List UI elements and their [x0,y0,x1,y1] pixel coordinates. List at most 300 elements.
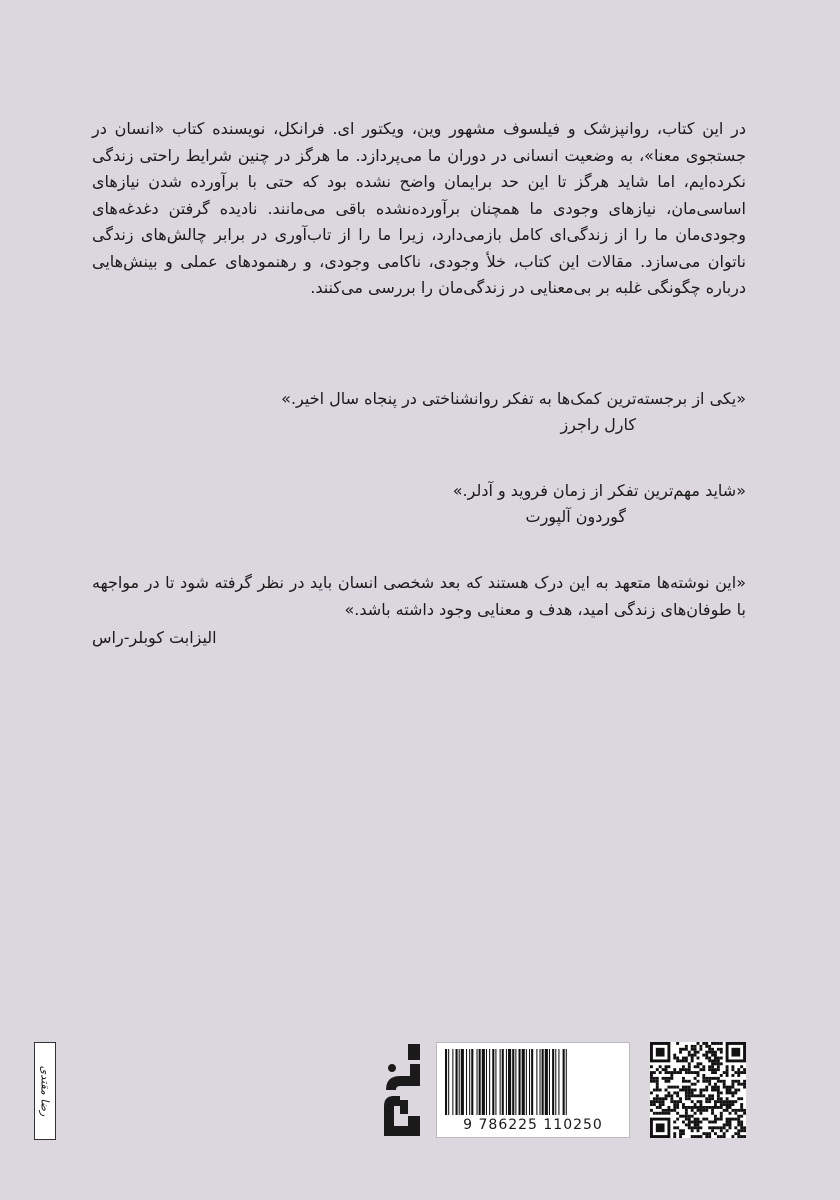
qr-module [676,1042,679,1045]
qr-module [734,1118,737,1121]
qr-module [720,1115,723,1118]
qr-module [737,1068,740,1071]
qr-module [708,1083,711,1086]
qr-module [673,1103,676,1106]
qr-module [656,1094,659,1097]
qr-module [653,1077,656,1080]
barcode-bar [461,1049,464,1115]
qr-module [708,1065,711,1068]
qr-module [708,1126,711,1129]
qr-module [705,1054,708,1057]
qr-module [737,1132,740,1135]
qr-module [711,1106,714,1109]
qr-module [720,1118,723,1121]
qr-module [662,1103,665,1106]
qr-module [714,1068,717,1071]
qr-module [731,1091,734,1094]
qr-module [717,1118,720,1121]
qr-module [705,1045,708,1048]
qr-module [685,1097,688,1100]
qr-module [705,1100,708,1103]
designer-credit [34,1042,56,1140]
qr-finder-square [656,1048,665,1057]
qr-module [720,1126,723,1129]
qr-module [734,1100,737,1103]
qr-module [679,1089,682,1092]
qr-module [665,1094,668,1097]
qr-module [676,1091,679,1094]
qr-module [743,1126,746,1129]
qr-module [717,1097,720,1100]
barcode-icon [436,1042,630,1138]
qr-module [688,1071,691,1074]
barcode-bar [486,1049,487,1115]
qr-module [679,1100,682,1103]
quote-text: «یکی از برجسته‌ترین کمک‌ها به تفکر روانشناختی در پنجاه سال اخیر.» [281,389,746,408]
barcode-bar [555,1049,556,1115]
qr-module [717,1086,720,1089]
qr-module [679,1129,682,1132]
qr-module [656,1083,659,1086]
qr-module [697,1071,700,1074]
qr-module [717,1048,720,1051]
qr-module [694,1094,697,1097]
qr-module [650,1074,653,1077]
barcode-bar [477,1049,478,1115]
qr-module [688,1051,691,1054]
qr-module [714,1126,717,1129]
qr-module [665,1112,668,1115]
qr-module [729,1121,732,1124]
qr-module [679,1097,682,1100]
qr-module [702,1074,705,1077]
qr-module [667,1077,670,1080]
qr-module [720,1100,723,1103]
qr-module [659,1100,662,1103]
qr-module [676,1100,679,1103]
qr-module [743,1112,746,1115]
qr-module [685,1080,688,1083]
qr-module [705,1109,708,1112]
qr-module [714,1100,717,1103]
qr-module [711,1054,714,1057]
qr-module [670,1077,673,1080]
qr-module [694,1103,697,1106]
qr-module [714,1103,717,1106]
qr-module [717,1106,720,1109]
qr-module [694,1054,697,1057]
qr-module [702,1106,705,1109]
qr-module [697,1118,700,1121]
qr-module [740,1123,743,1126]
qr-module [708,1057,711,1060]
barcode-bar [519,1049,521,1115]
qr-module [734,1080,737,1083]
qr-module [697,1094,700,1097]
qr-module [682,1129,685,1132]
barcode-bar [542,1049,544,1115]
qr-module [708,1121,711,1124]
barcode-bar [522,1049,525,1115]
qr-module [711,1086,714,1089]
qr-module [665,1109,668,1112]
qr-module [740,1115,743,1118]
qr-module [688,1089,691,1092]
qr-module [673,1100,676,1103]
qr-module [714,1054,717,1057]
qr-module [667,1112,670,1115]
qr-module [685,1094,688,1097]
barcode-bar [459,1049,460,1115]
qr-module [717,1100,720,1103]
qr-module [702,1042,705,1045]
qr-module [697,1126,700,1129]
qr-module [729,1112,732,1115]
qr-module [656,1080,659,1083]
isbn-number: 9 786225 110250 [463,1117,603,1133]
barcode-bar [495,1049,496,1115]
qr-module [731,1094,734,1097]
qr-module [694,1112,697,1115]
qr-module [673,1132,676,1135]
qr-module [688,1065,691,1068]
qr-module [673,1109,676,1112]
qr-module [714,1121,717,1124]
qr-module [679,1071,682,1074]
qr-module [688,1121,691,1124]
qr-module [729,1126,732,1129]
qr-module [650,1065,653,1068]
qr-module [699,1126,702,1129]
qr-module [737,1135,740,1138]
qr-module [673,1106,676,1109]
qr-module [705,1106,708,1109]
qr-module [670,1086,673,1089]
qr-module [705,1132,708,1135]
qr-module [685,1112,688,1115]
qr-module [665,1068,668,1071]
qr-module [705,1080,708,1083]
qr-module [659,1089,662,1092]
qr-module [708,1106,711,1109]
barcode-bar [506,1049,507,1115]
qr-module [711,1071,714,1074]
qr-module [653,1080,656,1083]
barcode-bar [482,1049,485,1115]
qr-module [731,1083,734,1086]
qr-module [694,1126,697,1129]
qr-module [691,1115,694,1118]
barcode-bar [536,1049,537,1115]
qr-module [676,1094,679,1097]
qr-module [685,1068,688,1071]
qr-module [699,1089,702,1092]
qr-module [743,1080,746,1083]
qr-module [740,1129,743,1132]
barcode-bar [552,1049,554,1115]
qr-module [708,1132,711,1135]
qr-module [702,1080,705,1083]
qr-module [699,1103,702,1106]
qr-module [720,1135,723,1138]
qr-module [676,1071,679,1074]
qr-module [670,1109,673,1112]
qr-module [650,1091,653,1094]
qr-module [720,1062,723,1065]
qr-module [665,1097,668,1100]
qr-module [697,1123,700,1126]
qr-module [656,1077,659,1080]
qr-module [711,1094,714,1097]
qr-module [734,1089,737,1092]
qr-module [656,1097,659,1100]
qr-module [662,1112,665,1115]
qr-module [717,1042,720,1045]
qr-module [731,1068,734,1071]
qr-module [688,1080,691,1083]
qr-module [708,1080,711,1083]
qr-module [697,1051,700,1054]
qr-module [717,1091,720,1094]
qr-module [650,1071,653,1074]
qr-module [714,1118,717,1121]
qr-module [717,1089,720,1092]
qr-module [673,1071,676,1074]
qr-module [659,1065,662,1068]
qr-module [697,1109,700,1112]
qr-module [711,1126,714,1129]
qr-module [685,1109,688,1112]
qr-module [699,1091,702,1094]
qr-module [699,1106,702,1109]
qr-module [729,1118,732,1121]
qr-module [723,1100,726,1103]
qr-module [708,1077,711,1080]
qr-module [717,1126,720,1129]
qr-module [714,1083,717,1086]
qr-module [737,1089,740,1092]
qr-module [697,1057,700,1060]
qr-module [673,1057,676,1060]
qr-module [679,1059,682,1062]
qr-module [711,1042,714,1045]
qr-module [720,1048,723,1051]
qr-module [694,1071,697,1074]
qr-module [708,1048,711,1051]
qr-module [670,1094,673,1097]
qr-module [694,1135,697,1138]
qr-module [667,1094,670,1097]
qr-module [697,1135,700,1138]
qr-module [679,1132,682,1135]
qr-module [694,1106,697,1109]
qr-finder-square [656,1123,665,1132]
qr-module [714,1059,717,1062]
qr-module [714,1071,717,1074]
qr-module [676,1118,679,1121]
qr-module [702,1089,705,1092]
barcode-bar [512,1049,514,1115]
qr-module [685,1086,688,1089]
qr-module [740,1126,743,1129]
qr-module [731,1103,734,1106]
qr-module [656,1086,659,1089]
qr-module [688,1115,691,1118]
qr-module [711,1062,714,1065]
qr-module [691,1109,694,1112]
qr-module [740,1109,743,1112]
qr-module [694,1089,697,1092]
qr-module [694,1065,697,1068]
qr-module [711,1097,714,1100]
qr-module [665,1071,668,1074]
qr-finder-square [731,1048,740,1057]
qr-module [711,1077,714,1080]
qr-module [717,1065,720,1068]
qr-module [714,1057,717,1060]
qr-module [708,1097,711,1100]
qr-module [676,1126,679,1129]
qr-module [662,1109,665,1112]
qr-module [731,1065,734,1068]
qr-module [708,1051,711,1054]
qr-module [688,1118,691,1121]
qr-module [743,1068,746,1071]
qr-module [717,1062,720,1065]
qr-module [676,1059,679,1062]
qr-module [702,1109,705,1112]
qr-module [673,1091,676,1094]
qr-module [705,1042,708,1045]
qr-module [708,1045,711,1048]
qr-module [694,1118,697,1121]
barcode-bar [492,1049,494,1115]
qr-module [702,1054,705,1057]
qr-module [676,1057,679,1060]
qr-module [714,1077,717,1080]
qr-module [676,1086,679,1089]
qr-module [717,1135,720,1138]
qr-module [726,1118,729,1121]
qr-module [662,1077,665,1080]
barcode-bar [526,1049,527,1115]
qr-module [650,1103,653,1106]
barcode-bar [469,1049,470,1115]
qr-module [656,1068,659,1071]
qr-module [729,1106,732,1109]
qr-module [737,1097,740,1100]
qr-module [682,1106,685,1109]
qr-module [682,1065,685,1068]
qr-module [688,1106,691,1109]
qr-module [737,1123,740,1126]
qr-module [717,1094,720,1097]
qr-module [676,1112,679,1115]
qr-module [685,1118,688,1121]
qr-module [659,1112,662,1115]
qr-module [705,1057,708,1060]
qr-module [688,1123,691,1126]
qr-module [711,1112,714,1115]
qr-module [705,1086,708,1089]
qr-module [708,1068,711,1071]
qr-module [729,1103,732,1106]
qr-module [688,1054,691,1057]
barcode-bar [563,1049,565,1115]
qr-module [667,1091,670,1094]
qr-module [694,1045,697,1048]
qr-module [711,1121,714,1124]
qr-module [673,1068,676,1071]
barcode-bar [452,1049,453,1115]
barcode-bar [545,1049,548,1115]
qr-module [653,1112,656,1115]
barcode-bar [549,1049,550,1115]
qr-module [729,1123,732,1126]
barcode-bar [489,1049,490,1115]
qr-module [673,1054,676,1057]
qr-module [717,1059,720,1062]
qr-module [723,1135,726,1138]
qr-module [717,1077,720,1080]
qr-module [714,1042,717,1045]
qr-module [734,1091,737,1094]
qr-module [731,1086,734,1089]
qr-module [679,1068,682,1071]
qr-module [740,1065,743,1068]
qr-module [691,1091,694,1094]
qr-module [682,1103,685,1106]
qr-module [726,1065,729,1068]
qr-module [720,1106,723,1109]
qr-module [729,1086,732,1089]
barcode-bar [479,1049,481,1115]
qr-module [682,1132,685,1135]
qr-module [726,1106,729,1109]
qr-module [688,1094,691,1097]
qr-module [702,1118,705,1121]
qr-module [656,1106,659,1109]
qr-module [691,1129,694,1132]
barcode-bar [500,1049,501,1115]
qr-module [662,1100,665,1103]
qr-module [711,1109,714,1112]
qr-module [714,1089,717,1092]
qr-module [740,1071,743,1074]
qr-module [731,1080,734,1083]
qr-module [726,1086,729,1089]
qr-module [691,1126,694,1129]
qr-module [697,1074,700,1077]
qr-module [694,1077,697,1080]
qr-module [731,1135,734,1138]
qr-module [729,1091,732,1094]
qr-module [691,1106,694,1109]
qr-module [711,1129,714,1132]
barcode-bars [445,1049,623,1115]
qr-module [726,1068,729,1071]
qr-module [659,1103,662,1106]
qr-module [726,1074,729,1077]
qr-module [697,1042,700,1045]
qr-module [726,1071,729,1074]
qr-module [699,1109,702,1112]
quote-text: «شاید مهم‌ترین تفکر از زمان فروید و آدلر.» [452,481,746,500]
qr-module [662,1068,665,1071]
qr-module [720,1112,723,1115]
qr-module [729,1089,732,1092]
qr-module [708,1059,711,1062]
